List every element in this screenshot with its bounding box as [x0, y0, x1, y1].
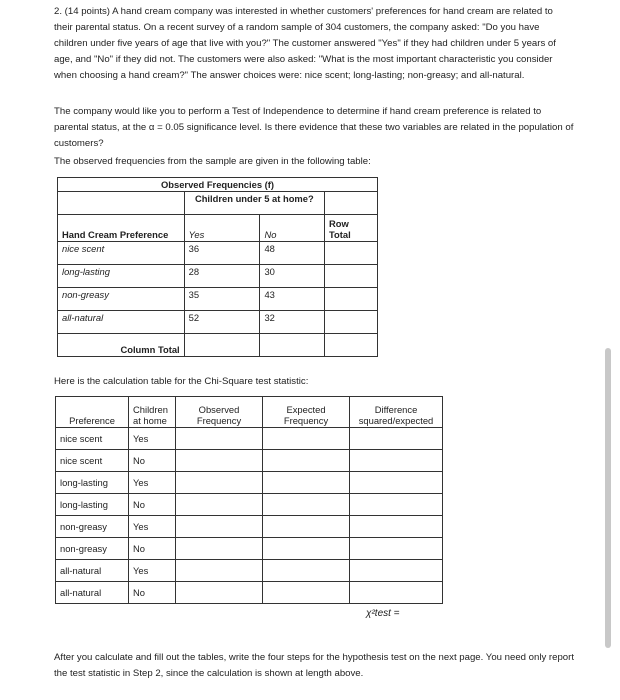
row-total-header: Row Total	[325, 215, 378, 242]
children-cell: Yes	[129, 428, 176, 450]
row-total-cell[interactable]	[325, 311, 378, 334]
expected-cell[interactable]	[263, 428, 350, 450]
row-total-cell[interactable]	[325, 265, 378, 288]
observed-cell[interactable]	[176, 538, 263, 560]
preference-cell: non-greasy	[56, 538, 129, 560]
observed-intro: The observed frequencies from the sample are given in the following table:	[54, 156, 371, 167]
observed-cell[interactable]	[176, 472, 263, 494]
children-cell: Yes	[129, 560, 176, 582]
header-cell: Observed Frequency	[176, 397, 263, 428]
no-cell: 30	[260, 265, 325, 288]
preference-cell: nice scent	[56, 428, 129, 450]
yes-cell: 35	[184, 288, 260, 311]
table-row	[56, 428, 443, 450]
children-cell: No	[129, 450, 176, 472]
children-cell: Yes	[129, 472, 176, 494]
preference-cell: nice scent	[56, 450, 129, 472]
table-row	[58, 265, 378, 288]
observed-cell[interactable]	[176, 494, 263, 516]
scrollbar[interactable]	[605, 348, 611, 648]
observed-cell[interactable]	[176, 428, 263, 450]
pref-cell: all-natural	[58, 311, 185, 334]
row-total-cell[interactable]	[325, 242, 378, 265]
diff-cell[interactable]	[350, 428, 443, 450]
closing-text: After you calculate and fill out the tables, write the four steps for the hypothesis test on the next page. You need only report the test statistic in Step 2, since the calculation is shown at length above.	[54, 652, 574, 679]
pref-cell: long-lasting	[58, 265, 185, 288]
table-row	[56, 516, 443, 538]
yes-cell: 36	[184, 242, 260, 265]
pref-cell: nice scent	[58, 242, 185, 265]
diff-cell[interactable]	[350, 582, 443, 604]
column-total-label: Column Total	[58, 334, 185, 357]
table-row	[58, 242, 378, 265]
expected-cell[interactable]	[263, 560, 350, 582]
calc-intro: Here is the calculation table for the Chi-Square test statistic:	[54, 376, 309, 387]
no-cell: 32	[260, 311, 325, 334]
diff-cell[interactable]	[350, 472, 443, 494]
expected-cell[interactable]	[263, 494, 350, 516]
table-row	[56, 560, 443, 582]
calculation-table	[55, 396, 443, 604]
observed-cell[interactable]	[176, 516, 263, 538]
children-cell: No	[129, 538, 176, 560]
table-row	[56, 582, 443, 604]
task-text: The company would like you to perform a Test of Independence to determine if hand cream preference is related to parental status, at the α = 0.05 significance level. Is there evidence that these two variables are related in the population of customers?	[54, 106, 574, 149]
children-cell: No	[129, 494, 176, 516]
chi-square-test-label: χ²test =	[366, 608, 400, 619]
expected-cell[interactable]	[263, 472, 350, 494]
header-cell: Preference	[56, 397, 129, 428]
expected-cell[interactable]	[263, 516, 350, 538]
pref-cell: non-greasy	[58, 288, 185, 311]
row-total-cell[interactable]	[325, 288, 378, 311]
diff-cell[interactable]	[350, 494, 443, 516]
grand-total[interactable]	[325, 334, 378, 357]
yes-cell: 28	[184, 265, 260, 288]
preference-cell: long-lasting	[56, 472, 129, 494]
pref-header: Hand Cream Preference	[58, 215, 185, 242]
yes-header: Yes	[184, 215, 260, 242]
col-total-no[interactable]	[260, 334, 325, 357]
observed-cell[interactable]	[176, 582, 263, 604]
expected-cell[interactable]	[263, 582, 350, 604]
table-row	[56, 450, 443, 472]
children-cell: No	[129, 582, 176, 604]
children-cell: Yes	[129, 516, 176, 538]
observed-frequencies-table	[57, 177, 378, 357]
group-header: Children under 5 at home?	[184, 192, 324, 215]
table-row	[58, 311, 378, 334]
header-cell: Difference squared/expected	[350, 397, 443, 428]
no-cell: 48	[260, 242, 325, 265]
preference-cell: all-natural	[56, 560, 129, 582]
no-cell: 43	[260, 288, 325, 311]
table-row	[58, 288, 378, 311]
table-row	[56, 494, 443, 516]
header-cell: Expected Frequency	[263, 397, 350, 428]
expected-cell[interactable]	[263, 450, 350, 472]
col-total-yes[interactable]	[184, 334, 260, 357]
diff-cell[interactable]	[350, 560, 443, 582]
table-row	[56, 472, 443, 494]
diff-cell[interactable]	[350, 538, 443, 560]
table-row	[56, 538, 443, 560]
diff-cell[interactable]	[350, 450, 443, 472]
yes-cell: 52	[184, 311, 260, 334]
preference-cell: all-natural	[56, 582, 129, 604]
preference-cell: long-lasting	[56, 494, 129, 516]
question-intro: 2. (14 points) A hand cream company was interested in whether customers' preferences for hand cream are related to their parental status. On a recent survey of a random sample of 304 customers, the company asked: "Do you have children under five years of age that live with you?" The customer answered "Yes" if they had children under 5 years of age, and "No" if they did not. The customers were also asked: "What is the most important characteristic you consider when choosing a hand cream?" The answer choices were: nice scent; long-lasting; non-greasy; and all-natural.	[54, 6, 556, 81]
table-title: Observed Frequencies (f)	[58, 178, 378, 192]
expected-cell[interactable]	[263, 538, 350, 560]
observed-cell[interactable]	[176, 450, 263, 472]
header-cell: Children at home	[129, 397, 176, 428]
no-header: No	[260, 215, 325, 242]
observed-cell[interactable]	[176, 560, 263, 582]
diff-cell[interactable]	[350, 516, 443, 538]
preference-cell: non-greasy	[56, 516, 129, 538]
